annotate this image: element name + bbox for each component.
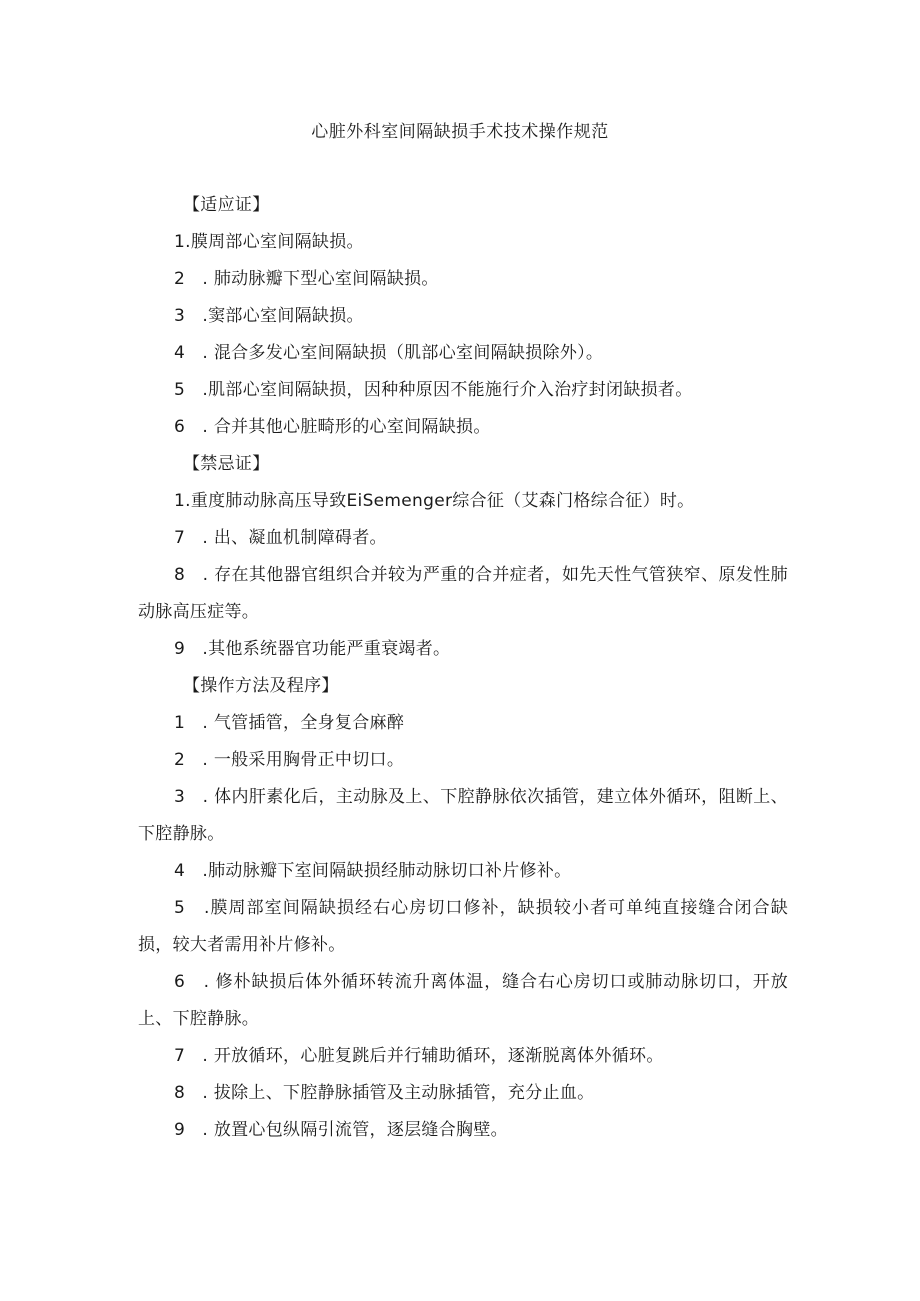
- list-item: 1.膜周部心室间隔缺损。: [174, 232, 364, 252]
- list-item: 5 .肌部心室间隔缺损，因种种原因不能施行介入治疗封闭缺损者。: [174, 380, 693, 400]
- list-item: 4 . 混合多发心室间隔缺损（肌部心室间隔缺损除外）。: [174, 343, 604, 363]
- document-body: [138, 187, 788, 1149]
- list-item: 3 .窦部心室间隔缺损。: [174, 306, 364, 326]
- list-item: 8 . 拔除上、下腔静脉插管及主动脉插管，充分止血。: [174, 1083, 595, 1103]
- list-item: 9 . 放置心包纵隔引流管，逐层缝合胸壁。: [174, 1120, 508, 1140]
- section-heading: 【禁忌证】: [183, 454, 270, 474]
- list-item: 2 . 一般采用胸骨正中切口。: [174, 750, 405, 770]
- list-item: 6 . 修朴缺损后体外循环转流升离体温，缝合右心房切口或肺动脉切口，开放上、下腔静脉。: [138, 972, 788, 1029]
- list-item: 6 . 合并其他心脏畸形的心室间隔缺损。: [174, 417, 491, 437]
- list-item: 2 . 肺动脉瓣下型心室间隔缺损。: [174, 269, 439, 289]
- list-item: 7 . 开放循环，心脏复跳后并行辅助循环，逐渐脱离体外循环。: [174, 1046, 664, 1066]
- list-item: 3 . 体内肝素化后，主动脉及上、下腔静脉依次插管，建立体外循环，阻断上、下腔静脉。: [138, 787, 788, 844]
- document-title: 心脏外科室间隔缺损手术技术操作规范: [311, 122, 609, 142]
- list-item: 4 .肺动脉瓣下室间隔缺损经肺动脉切口补片修补。: [174, 861, 572, 881]
- list-item: 5 .膜周部室间隔缺损经右心房切口修补，缺损较小者可单纯直接缝合闭合缺损，较大者需用补片修补。: [138, 898, 788, 955]
- list-item: 8 . 存在其他器官组织合并较为严重的合并症者，如先天性气管狭窄、原发性肺动脉高压症等。: [138, 565, 788, 622]
- list-item: 1.重度肺动脉高压导致EiSemenger综合征（艾森门格综合征）时。: [174, 491, 695, 511]
- section-heading: 【操作方法及程序】: [183, 676, 339, 696]
- list-item: 7 . 出、凝血机制障碍者。: [174, 528, 387, 548]
- section-heading: 【适应证】: [183, 195, 270, 215]
- list-item: 1 . 气管插管，全身复合麻醉: [174, 713, 405, 733]
- list-item: 9 .其他系统器官功能严重衰竭者。: [174, 639, 451, 659]
